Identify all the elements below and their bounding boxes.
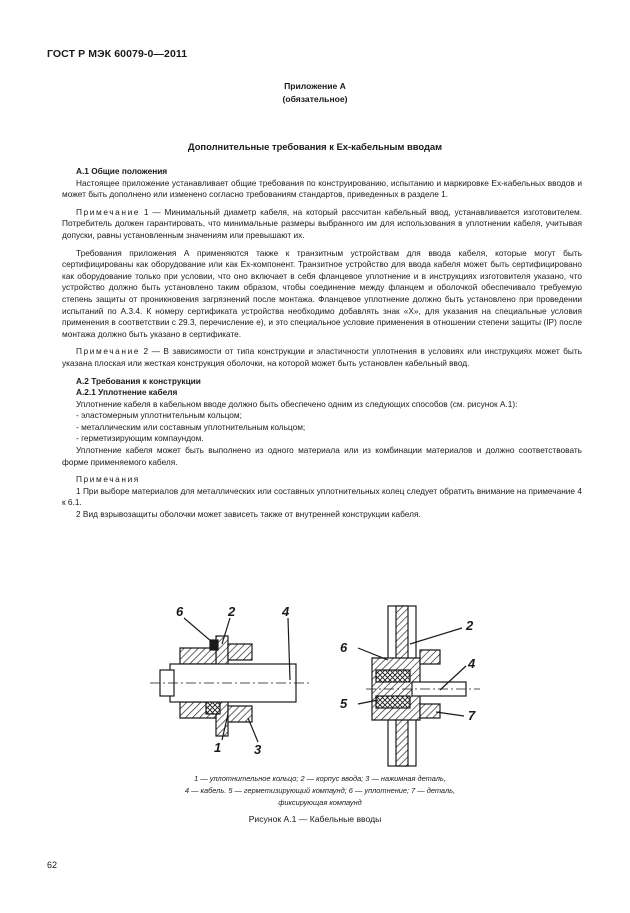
cable-gland-figure xyxy=(140,600,500,770)
note-text: 2 — В зависимости от типа конструкции и эластичности уплотнения в условиях или инструкциях может быть указана плоская или жесткая конструкция оболочки, на которой может быть установлен кабельный ввод. xyxy=(62,346,582,368)
legend-line: 1 — уплотнительное кольцо; 2 — корпус ввода; 3 — нажимная деталь, xyxy=(194,774,446,783)
figure-label: 6 xyxy=(340,640,348,655)
figure-label: 4 xyxy=(468,656,476,671)
list-item: - металлическим или составным уплотнительным кольцом; xyxy=(76,421,306,432)
note-1 xyxy=(62,207,582,242)
annex-heading: Дополнительные требования к Ex-кабельным вводам xyxy=(187,141,443,152)
annex-block xyxy=(0,80,630,106)
paragraph: Уплотнение кабеля в кабельном вводе должно быть обеспечено одним из следующих способов (см. рисунок А.1): xyxy=(76,398,518,409)
note-item: 2 Вид взрывозащиты оболочки может зависеть также от внутренней конструкции кабеля. xyxy=(76,509,421,520)
figure-label: 2 xyxy=(228,604,236,619)
standard-header: ГОСТ Р МЭК 60079-0—2011 xyxy=(47,48,188,60)
list-item: - эластомерным уплотнительным кольцом; xyxy=(76,410,242,421)
figure-legend xyxy=(140,773,500,809)
section-a21-heading: А.2.1 Уплотнение кабеля xyxy=(76,387,178,398)
figure-title: Рисунок А.1 — Кабельные вводы xyxy=(248,814,382,824)
section-a2-heading: А.2 Требования к конструкции xyxy=(76,375,201,386)
note-label: Примечание xyxy=(76,206,141,217)
right-gland-drawing xyxy=(358,606,480,766)
section-a1-heading: А.1 Общие положения xyxy=(76,166,168,176)
page-number: 62 xyxy=(47,860,58,870)
annex-title: Приложение А xyxy=(284,81,346,91)
note-text: 1 — Минимальный диаметр кабеля, на который рассчитан кабельный ввод, устанавливается изготовителем. Потребитель должен гарантировать, что минимальные размеры выбранного им для использования в уплотнении кабеля, учитывая допуски, равны установленным значениям или превышают их. xyxy=(62,206,582,240)
figure-label: 2 xyxy=(466,618,474,633)
note-item: 1 При выборе материалов для металлических или составных уплотнительных колец следует обратить внимание на примечание 4 к 6.1. xyxy=(62,485,582,508)
paragraph: Настоящее приложение устанавливает общие требования по конструированию, испытанию и маркировке Ex-кабельных вводов и может быть дополнено или изменено согласно требованиям стандартов, приведенных в разделе 1. xyxy=(62,177,582,200)
figure-label: 3 xyxy=(254,742,262,757)
note-2 xyxy=(62,346,582,369)
document-body xyxy=(62,166,582,521)
legend-line: 4 — кабель. 5 — герметизирующий компаунд; 6 — уплотнение; 7 — деталь, xyxy=(184,786,456,795)
annex-status: (обязательное) xyxy=(282,94,348,104)
list-item: - герметизирующим компаундом. xyxy=(76,433,204,444)
legend-line: фиксирующая компаунд xyxy=(278,798,362,807)
notes-label: Примечания xyxy=(76,474,140,485)
figure-label: 1 xyxy=(214,740,222,755)
paragraph: Требования приложения А применяются также к транзитным устройствам для ввода кабеля, которые могут быть сертифицированы как оборудование или как Ex-компонент. Транзитное устройство для ввода кабеля может быть сертифицировано как оборудование только при условии, что оно включает в себя фланцевое уплотнение и в инструкциях изготовителя указано, что устройство должно быть установлено таким образом, чтобы соединение между фланцем и оболочкой обеспечивало требуемую степень защиты от проникновения загрязнений после монтажа. Фланцевое уплотнение должно быть установлено при проведении испытаний по А.3.4. К номеру сертификата устройства необходимо добавлять знак «X», для указания на специальные условия применения в соответствии с 29.3, перечисление е), и это специальное условие применения в отношении степени защиты (IP) после монтажа должно быть указано в сертификате. xyxy=(62,247,582,339)
left-gland-drawing xyxy=(150,618,310,742)
figure-label: 4 xyxy=(282,604,290,619)
note-label: Примечание xyxy=(76,346,141,357)
figure-label: 5 xyxy=(340,696,348,711)
figure-label: 7 xyxy=(468,708,476,723)
paragraph: Уплотнение кабеля может быть выполнено из одного материала или из комбинации материалов и должно соответствовать форме применяемого кабеля. xyxy=(62,445,582,467)
figure-label: 6 xyxy=(176,604,184,619)
